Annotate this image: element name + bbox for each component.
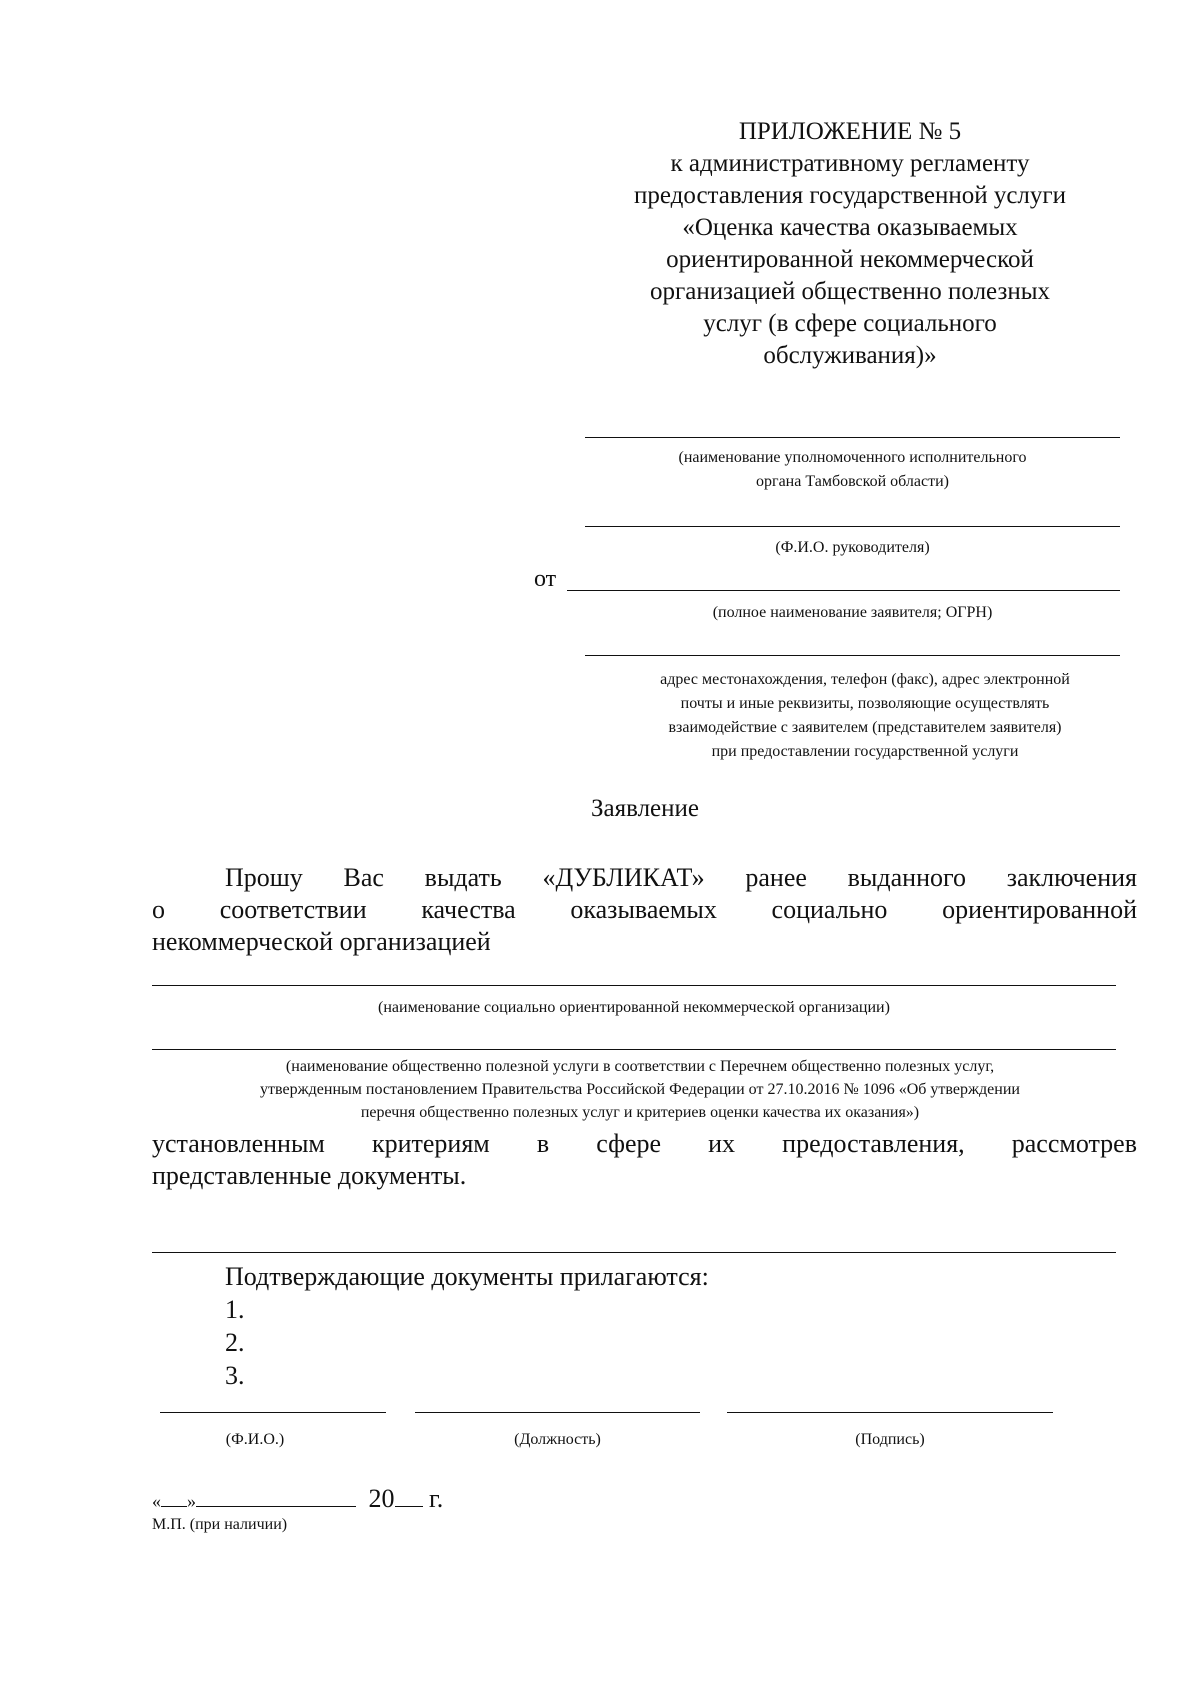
organization-field-line[interactable] (152, 985, 1116, 986)
position-field-line[interactable] (415, 1412, 700, 1413)
stamp-note: М.П. (при наличии) (152, 1516, 288, 1533)
applicant-field-line[interactable] (567, 590, 1120, 591)
appendix-line: ориентированной некоммерческой (666, 246, 1034, 273)
list-item: 3. (225, 1361, 245, 1390)
appendix-line: «Оценка качества оказываемых (682, 214, 1018, 241)
head-caption: (Ф.И.О. руководителя) (775, 539, 930, 556)
year-suffix: г. (429, 1484, 444, 1513)
month-field[interactable] (196, 1506, 356, 1507)
date-row (152, 1483, 443, 1517)
blank-line[interactable] (152, 1252, 1116, 1253)
list-item: 1. (225, 1295, 245, 1324)
authority-field-line[interactable] (585, 437, 1120, 438)
service-caption: (наименование общественно полезной услуги в соответствии с Перечнем общественно полезных услуг, утвержденным постановлением Правительства Российской Федерации от 27.10.2016 № 1096 «Об утверждении перечня общественно полезных услуг и критериев оценки качества их оказания») (260, 1058, 1020, 1121)
year-field[interactable] (395, 1506, 423, 1507)
appendix-title: ПРИЛОЖЕНИЕ № 5 (738, 118, 962, 145)
appendix-header (600, 116, 1100, 372)
service-field-line[interactable] (152, 1049, 1116, 1050)
criteria-line-1: установленным критериям в сфере их предоставления, рассмотрев (152, 1129, 1137, 1158)
attachments-heading: Подтверждающие документы прилагаются: (225, 1262, 709, 1291)
appendix-line: предоставления государственной услуги (633, 182, 1067, 209)
appendix-line: услуг (в сфере социального (703, 310, 997, 337)
authority-caption: (наименование уполномоченного исполнительного органа Тамбовской области) (678, 449, 1027, 490)
from-label: от (534, 566, 557, 592)
applicant-caption: (полное наименование заявителя; ОГРН) (712, 604, 993, 621)
request-line-3: некоммерческой организацией (152, 927, 491, 956)
date-open-quote: « (152, 1491, 161, 1511)
year-prefix: 20 (368, 1484, 395, 1513)
organization-caption: (наименование социально ориентированной некоммерческой организации) (378, 999, 890, 1016)
criteria-line-2: представленные документы. (152, 1161, 467, 1190)
list-item: 2. (225, 1328, 245, 1357)
appendix-line: к административному регламенту (670, 150, 1030, 177)
position-caption: (Должность) (514, 1431, 601, 1448)
signature-field-line[interactable] (727, 1412, 1053, 1413)
day-field[interactable] (161, 1506, 187, 1507)
fio-field-line[interactable] (160, 1412, 386, 1413)
attachments-list (225, 1293, 245, 1392)
date-close-quote: » (187, 1491, 196, 1511)
head-name-field-line[interactable] (585, 526, 1120, 527)
appendix-line: обслуживания)» (763, 342, 937, 369)
fio-caption: (Ф.И.О.) (225, 1431, 285, 1448)
statement-title: Заявление (590, 795, 700, 822)
request-line-2: о соответствии качества оказываемых социально ориентированной (152, 895, 1137, 924)
request-line-1: Прошу Вас выдать «ДУБЛИКАТ» ранее выданного заключения (225, 863, 1137, 892)
address-caption: адрес местонахождения, телефон (факс), адрес электронной почты и иные реквизиты, позволяющие осуществлять взаимодействие с заявителем (представителем заявителя) при предоставлении государственной услуги (660, 671, 1070, 760)
address-field-line[interactable] (585, 655, 1120, 656)
signature-caption: (Подпись) (855, 1431, 925, 1448)
appendix-line: организацией общественно полезных (649, 278, 1050, 305)
